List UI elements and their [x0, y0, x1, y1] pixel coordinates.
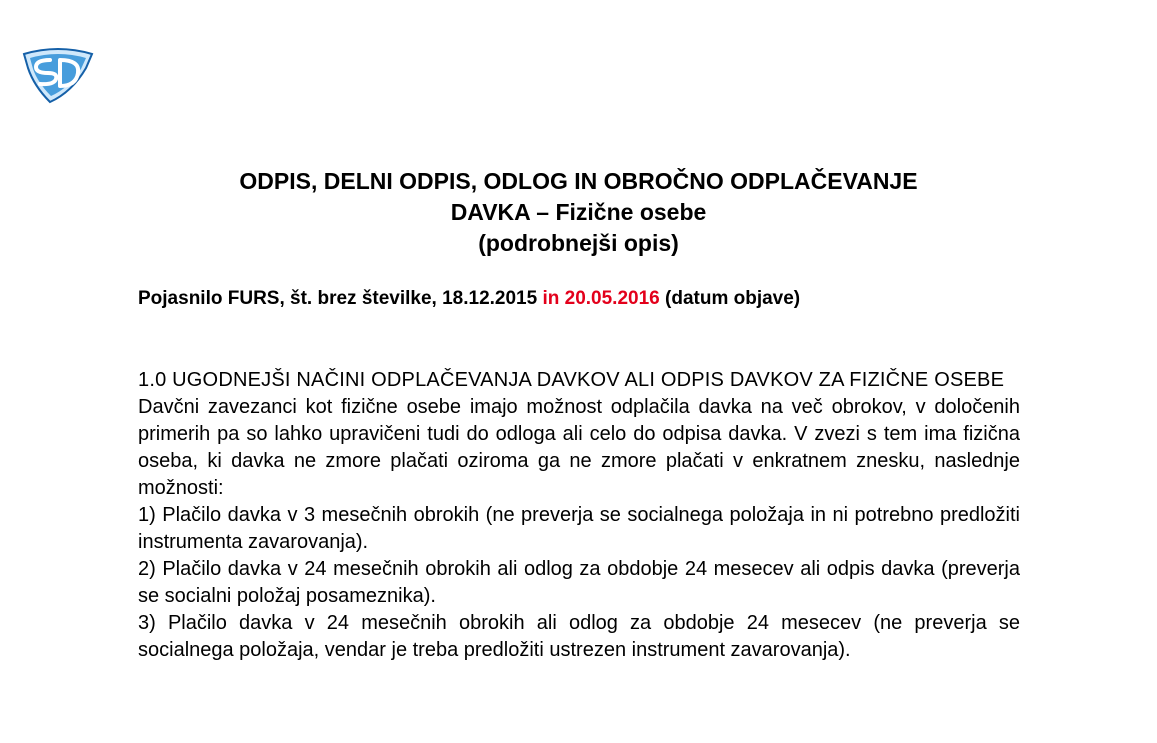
sd-logo-icon — [20, 46, 96, 104]
source-highlight-date: in 20.05.2016 — [542, 288, 660, 309]
option-item-1: 1) Plačilo davka v 3 mesečnih obrokih (ne preverja se socialnega položaja in ni potrebno predložiti instrumenta zavarovanja). — [138, 504, 1020, 553]
source-prefix: Pojasnilo FURS, št. brez številke, 18.12.2015 — [138, 288, 543, 309]
section-content — [138, 367, 1020, 664]
document-title — [0, 166, 1157, 259]
source-reference — [138, 287, 800, 311]
option-item-3: 3) Plačilo davka v 24 mesečnih obrokih ali odlog za obdobje 24 mesecev (ne preverja se socialnega položaja, vendar je treba predložiti ustrezen instrument zavarovanja). — [138, 612, 1020, 661]
option-item-2: 2) Plačilo davka v 24 mesečnih obrokih ali odlog za obdobje 24 mesecev ali odpis davka (preverja se socialni položaj posameznika). — [138, 558, 1020, 607]
title-line-2: DAVKA – Fizične osebe — [450, 199, 707, 225]
sd-logo — [20, 46, 96, 104]
section-intro: Davčni zavezanci kot fizične osebe imajo možnost odplačila davka na več obrokov, v določenih primerih pa so lahko upravičeni tudi do odloga ali celo do odpisa davka. V zvezi s tem ima fizična oseba, ki davka ne zmore plačati oziroma ga ne zmore plačati v enkratnem znesku, naslednje možnosti: — [138, 396, 1020, 499]
source-suffix: (datum objave) — [659, 288, 801, 309]
section-heading: 1.0 UGODNEJŠI NAČINI ODPLAČEVANJA DAVKOV ALI ODPIS DAVKOV ZA FIZIČNE OSEBE — [138, 369, 1005, 391]
title-line-3: (podrobnejši opis) — [478, 230, 679, 256]
title-line-1: ODPIS, DELNI ODPIS, ODLOG IN OBROČNO ODPLAČEVANJE — [239, 168, 918, 194]
